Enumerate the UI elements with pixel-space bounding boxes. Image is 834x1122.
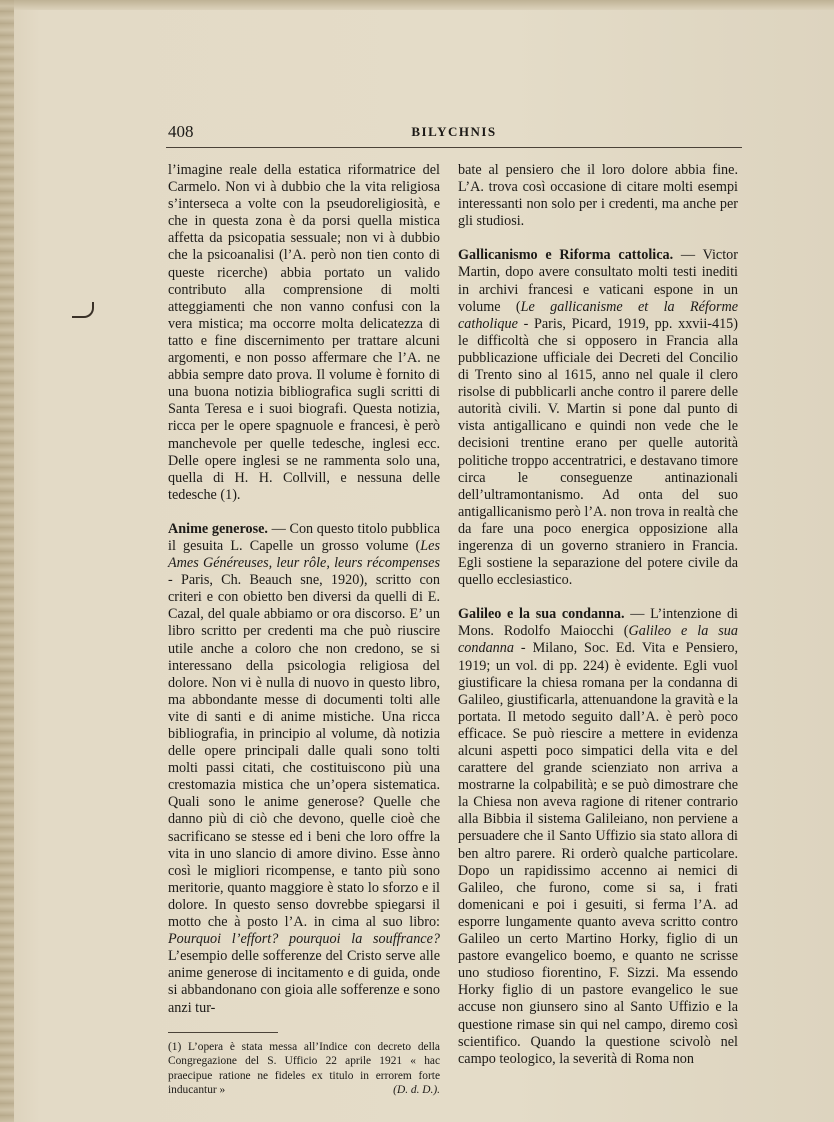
footnote-signature: (D. d. D.). xyxy=(393,1084,440,1097)
section-heading-anime-generose: Anime generose. xyxy=(168,520,268,537)
section-heading-gallicanismo: Gallicanismo e Riforma cattolica. xyxy=(458,247,674,264)
paragraph-continuation: bate al pensiero che il loro dolore abbia fine. L’A. trova così occasione di citare molti esempi interessanti non solo per i credenti, ma anche per gli studiosi. xyxy=(458,162,738,230)
paragraph-gallicanismo: Gallicanismo e Riforma cattolica. — Victor Martin, dopo avere consultato molti testi inediti in archivi francesi e vaticani espone in un volume (Le gallicanisme et la Réforme catholique - Paris, Picard, 1919, pp. xxvii-415) le difficoltà che si opposero in Francia alla pubblicazione ufficiale dei Decreti del Concilio di Trento sino al 1615, anno nel quale il clero risolse di pubblicarli anche contro il parere delle autorità civili. V. Martin si pone dal punto di vista antigallicano e quindi non vede che le decisioni trentine erano per quelle autorità politiche troppo accentratrici, e destavano timore circa le conseguenze antinazionali dell’ultramontanismo. Ad onta del suo antigallicanismo però l’A. non trova in realtà che da fare una poco energica opposizione alla ingerenza di un governo straniero in Francia. Egli sostiene la separazione del potere civile da quello ecclesiastico. xyxy=(458,247,739,589)
page-number: 408 xyxy=(168,122,194,141)
motto-pourquoi: Pourquoi l’effort? pourquoi la souffrance? xyxy=(168,931,440,948)
binding-edge xyxy=(0,0,14,1122)
book-title-gallicanisme: Le gallicanisme et la Réforme catholique xyxy=(458,298,739,332)
paragraph-anime-generose: Anime generose. — Con questo titolo pubblica il gesuita L. Capelle un grosso volume (Les Ames Généreuses, leur rôle, leurs récompenses - Paris, Ch. Beauch sne, 1920), scritto con criteri e con obietto ben diversi da quelli di E. Cazal, del quale abbiamo or ora discorso. E’ un libro scritto per credenti ma che può riuscire utile anche a coloro che non credono, se si interessano della psicologia religiosa del dolore. Non vi è nulla di nuovo in questo libro, ma abbondante messe di documenti tolti alle vite di santi e di anime mistiche. Una ricca bibliografia, in principio al volume, dà notizia delle opere principali dalle quali sono tolti molti passi citati, che costituiscono più una crestomazia mistica che un’opera sistematica. Quali sono le anime generose? Quelle che danno più di ciò che devono, quelle cioè che sacrificano se stesse ed i beni che loro offre la vita in uno slancio di amore divino. Esse ànno così le migliori ricompense, e tanto più sono meritorie, quanto maggiore è stato lo sforzo e il dolore. In questo senso dovrebbe spiegarsi il motto che à posto l’A. in cima al suo libro: Pourquoi l’effort? pourquoi la souffrance? L’esempio delle sofferenze del Cristo serve alle anime generose di incitamento e di guida, onde si abbandonano con gioia alle sofferenze e sono anzi tur- xyxy=(168,520,440,1016)
footnote-text: (1) L’opera è stata messa all’Indice con decreto della Congregazione del S. Ufficio 22 aprile 1921 « hac praecipue ratione ne fideles ex titulo in errorem forte inducantur » xyxy=(168,1040,440,1097)
book-title-galileo: Galileo e la sua condanna xyxy=(458,623,738,657)
footnote-rule xyxy=(168,1032,278,1033)
header-rule xyxy=(166,147,742,148)
paragraph-galileo: Galileo e la sua condanna. — L’intenzione di Mons. Rodolfo Maiocchi (Galileo e la sua condanna - Milano, Soc. Ed. Vita e Pensiero, 1919; un vol. di pp. 224) è evidente. Egli vuol giustificare la chiesa romana per la condanna di Galileo, giustificarla, attenuandone la gravità e la portata. Il metodo seguito dall’A. è però poco efficace. Se può riescire a mettere in evidenza alcuni aspetti poco simpatici della vita e del carattere del grande scienziato non arriva a mostrarne la colpabilità; e se può dimostrare che la Chiesa non aveva ragione di ritener contrario alla Bibbia il sistema Galileiano, non perviene a persuadere che il Santo Uffizio sia stato allora di ben altro parere. Ri orderò qualche particolare. Dopo un rapidissimo accenno ai nemici di Galileo, che furono, come si sa, i frati domenicani e poi i gesuiti, si ferma l’A. ad esporre lungamente quanto aveva scritto contro Galileo un certo Martino Horky, figlio di un pastore evangelico boemo, e quanto ne scrisse uno studioso fiorentino, F. Sizzi. Ma essendo Horky figlio di un pastore evangelico le sue accuse non giunsero sino al Santo Uffizio e la questione rimase sin qui nel campo, diremo così scientifico. Quando la questione scivolò nel campo teologico, la severità di Roma non xyxy=(458,606,739,1067)
section-heading-galileo: Galileo e la sua condanna. xyxy=(458,606,625,623)
right-column xyxy=(458,162,738,1068)
margin-pencil-mark xyxy=(72,302,94,318)
running-title: BILYCHNIS xyxy=(411,124,497,139)
book-title-ames-genereuses: Les Ames Généreuses, leur rôle, leurs récompenses xyxy=(168,537,440,572)
page-top-edge xyxy=(0,0,834,10)
page-header xyxy=(168,122,740,146)
left-column xyxy=(168,162,440,1098)
paragraph-carmelo: l’imagine reale della estatica riformatrice del Carmelo. Non vi à dubbio che la vita religiosa s’interseca a volte con la pseudoreligiosità, e che in questa zona è da porsi quella mistica affetta da psicopatia sessuale; non vi à dubbio che la psicoanalisi (l’A. però non tien conto di queste ricerche) abbia portato un valido contributo alla comprensione di molti atteggiamenti che non vanno confusi con la vera mistica; ma occorre molta delicatezza di tatto e fine discernimento per trattare alcuni argomenti, e non posso affermare che l’A. ne abbia sempre dato prova. Il volume è fornito di una buona notizia bibliografica sugli scritti di Santa Teresa e i suoi biografi. Questa notizia, ricca per le opere spagnuole e francesi, è però manchevole per quelle tedesche, inglesi ecc. Delle opere inglesi se ne rammenta solo una, quella di H. H. Collvill, e nessuna delle tedesche (1). xyxy=(168,162,440,503)
footnote xyxy=(168,1040,440,1098)
